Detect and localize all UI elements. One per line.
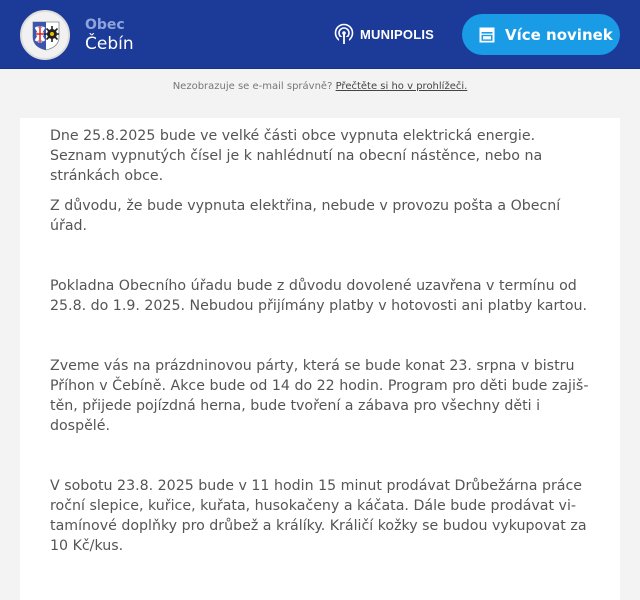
broadcast-icon bbox=[334, 23, 354, 45]
coat-of-arms-icon bbox=[32, 21, 60, 51]
email-body bbox=[50, 126, 595, 556]
more-news-button[interactable] bbox=[462, 14, 620, 55]
news-paragraph: V sobotu 23.8. 2025 bude v 11 hodin 15 minut prodávat Drůbežárna práce roční slepice, kuřice, kuřata, husokačeny a káčata. Dále bude prodávat vitamínové doplňky pro drůbež a králíky. Králičí kožky se budou vykupovat za 10 Kč/kus. bbox=[50, 478, 587, 554]
town-name: Čebín bbox=[85, 34, 134, 54]
calendar-icon bbox=[479, 27, 495, 43]
news-paragraph: Z důvodu, že bude vypnuta elektřina, nebude v provozu pošta a Obecní úřad. bbox=[50, 198, 561, 234]
email-header bbox=[0, 0, 640, 69]
more-news-label: Více novinek bbox=[505, 25, 613, 44]
notice-text: Nezobrazuje se e-mail správně? bbox=[172, 81, 333, 92]
view-in-browser-notice bbox=[0, 81, 640, 92]
munipolis-brand[interactable] bbox=[334, 23, 434, 45]
news-paragraph: Pokladna Obecního úřadu bude z důvodu dovolené uzavřena v termínu od 25.8. do 1.9. 2025. Nebudou přijímány platby v hotovosti ani platby kartou. bbox=[50, 278, 588, 314]
news-paragraph: Dne 25.8.2025 bude ve velké části obce vypnuta elektrická energie. Seznam vypnutých čísel je k nahlédnutí na obecní nástěnce, nebo na stránkách obce. bbox=[50, 128, 543, 184]
brand-name: MUNIPOLIS bbox=[360, 26, 435, 42]
news-paragraph: Zveme vás na prázdninovou párty, která se bude konat 23. srpna v bistru Příhon v Čebíně. Akce bude od 14 do 22 hodin. Program pro děti bude zajištěn, přijede pojízdná herna, bude tvoření a zábava pro všechny děti i dospělé. bbox=[50, 358, 589, 434]
town-coat-of-arms-logo[interactable] bbox=[20, 10, 70, 60]
header-label-small: Obec bbox=[85, 17, 125, 33]
view-in-browser-link[interactable]: Přečtěte si ho v prohlížeči. bbox=[335, 81, 468, 92]
